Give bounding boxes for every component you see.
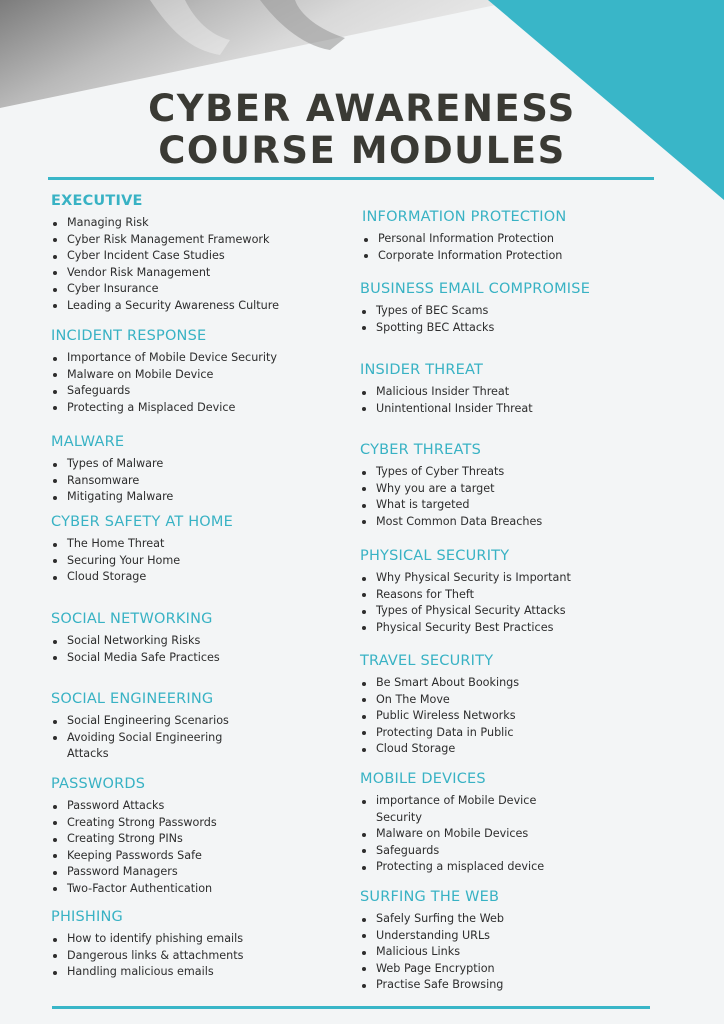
list-item: Malicious Links [360, 944, 504, 961]
section-heading: PASSWORDS [51, 776, 146, 792]
section-physical-security [360, 547, 571, 636]
section-heading: BUSINESS EMAIL COMPROMISE [360, 281, 591, 297]
list-item: Types of Malware [51, 456, 173, 473]
list-item: Handling malicious emails [51, 964, 243, 981]
section-heading: CYBER SAFETY AT HOME [51, 514, 233, 530]
list-item [360, 793, 544, 826]
title-line-1: CYBER AWARENESS [148, 87, 576, 130]
list-item: Securing Your Home [51, 553, 233, 570]
list-item: Social Media Safe Practices [51, 650, 220, 667]
list-item: Practise Safe Browsing [360, 977, 504, 994]
section-travel-security [360, 652, 519, 758]
list-item: Creating Strong Passwords [51, 815, 217, 832]
list-item: Social Networking Risks [51, 633, 220, 650]
list-item: Cloud Storage [360, 741, 519, 758]
section-social-networking [51, 610, 220, 666]
section-heading: TRAVEL SECURITY [360, 653, 494, 669]
list-item-line: Attacks [67, 747, 109, 760]
list-item: Keeping Passwords Safe [51, 848, 217, 865]
page-title [0, 88, 724, 172]
list-item: What is targeted [360, 497, 542, 514]
list-item: The Home Threat [51, 536, 233, 553]
section-heading: INFORMATION PROTECTION [362, 209, 567, 225]
section-surfing-the-web [360, 888, 504, 994]
section-passwords [51, 775, 217, 897]
list-item: Personal Information Protection [362, 231, 566, 248]
title-line-2: COURSE MODULES [158, 129, 566, 172]
list-item: Why Physical Security is Important [360, 570, 571, 587]
list-item: Most Common Data Breaches [360, 514, 542, 531]
section-insider-threat [360, 361, 533, 417]
list-item: Be Smart About Bookings [360, 675, 519, 692]
list-item: Protecting a Misplaced Device [51, 400, 277, 417]
list-item: Protecting Data in Public [360, 725, 519, 742]
list-item: Importance of Mobile Device Security [51, 350, 277, 367]
list-item: Physical Security Best Practices [360, 620, 571, 637]
list-item: Cyber Incident Case Studies [51, 248, 279, 265]
top-divider [48, 177, 654, 180]
list-item: Vendor Risk Management [51, 265, 279, 282]
section-heading: MALWARE [51, 434, 125, 450]
list-item: Safeguards [360, 843, 544, 860]
bottom-divider [52, 1006, 650, 1009]
section-malware [51, 433, 173, 506]
section-heading: SOCIAL ENGINEERING [51, 691, 214, 707]
section-cyber-threats [360, 441, 542, 530]
list-item: Why you are a target [360, 481, 542, 498]
section-cyber-safety-at-home [51, 513, 233, 586]
list-item: Public Wireless Networks [360, 708, 519, 725]
section-heading: SOCIAL NETWORKING [51, 611, 213, 627]
list-item: How to identify phishing emails [51, 931, 243, 948]
list-item: Corporate Information Protection [362, 248, 566, 265]
list-item: Understanding URLs [360, 928, 504, 945]
list-item: Password Managers [51, 864, 217, 881]
section-business-email-compromise [360, 280, 590, 336]
list-item: Protecting a misplaced device [360, 859, 544, 876]
list-item: Dangerous links & attachments [51, 948, 243, 965]
list-item: Malware on Mobile Device [51, 367, 277, 384]
section-heading: PHISHING [51, 909, 123, 925]
list-item-line: Security [376, 810, 422, 824]
list-item: Reasons for Theft [360, 587, 571, 604]
list-item-line: Avoiding Social Engineering [67, 730, 223, 744]
list-item: Types of Cyber Threats [360, 464, 542, 481]
section-phishing [51, 908, 243, 981]
list-item: Web Page Encryption [360, 961, 504, 978]
list-item: Unintentional Insider Threat [360, 401, 533, 418]
section-heading: INCIDENT RESPONSE [51, 328, 207, 344]
list-item: Cyber Insurance [51, 281, 279, 298]
list-item: Cloud Storage [51, 569, 233, 586]
section-information-protection [362, 208, 566, 264]
list-item: Managing Risk [51, 215, 279, 232]
list-item: Malware on Mobile Devices [360, 826, 544, 843]
list-item: Mitigating Malware [51, 489, 173, 506]
list-item: Two-Factor Authentication [51, 881, 217, 898]
section-heading: INSIDER THREAT [360, 362, 484, 378]
list-item [51, 730, 229, 763]
list-item: Types of Physical Security Attacks [360, 603, 571, 620]
section-heading: MOBILE DEVICES [360, 771, 486, 787]
list-item: On The Move [360, 692, 519, 709]
list-item: Leading a Security Awareness Culture [51, 298, 279, 315]
list-item: Spotting BEC Attacks [360, 320, 590, 337]
section-mobile-devices [360, 770, 544, 876]
section-heading: PHYSICAL SECURITY [360, 548, 510, 564]
list-item: Social Engineering Scenarios [51, 713, 229, 730]
list-item: Cyber Risk Management Framework [51, 232, 279, 249]
list-item: Safeguards [51, 383, 277, 400]
section-heading: EXECUTIVE [51, 193, 143, 209]
list-item-line: importance of Mobile Device [376, 794, 537, 807]
section-heading: CYBER THREATS [360, 442, 481, 458]
section-incident-response [51, 327, 277, 416]
list-item: Malicious Insider Threat [360, 384, 533, 401]
section-executive [51, 192, 279, 314]
list-item: Creating Strong PINs [51, 831, 217, 848]
list-item: Ransomware [51, 473, 173, 490]
list-item: Password Attacks [51, 798, 217, 815]
section-heading: SURFING THE WEB [360, 889, 500, 905]
section-social-engineering [51, 690, 229, 763]
list-item: Safely Surfing the Web [360, 911, 504, 928]
list-item: Types of BEC Scams [360, 303, 590, 320]
